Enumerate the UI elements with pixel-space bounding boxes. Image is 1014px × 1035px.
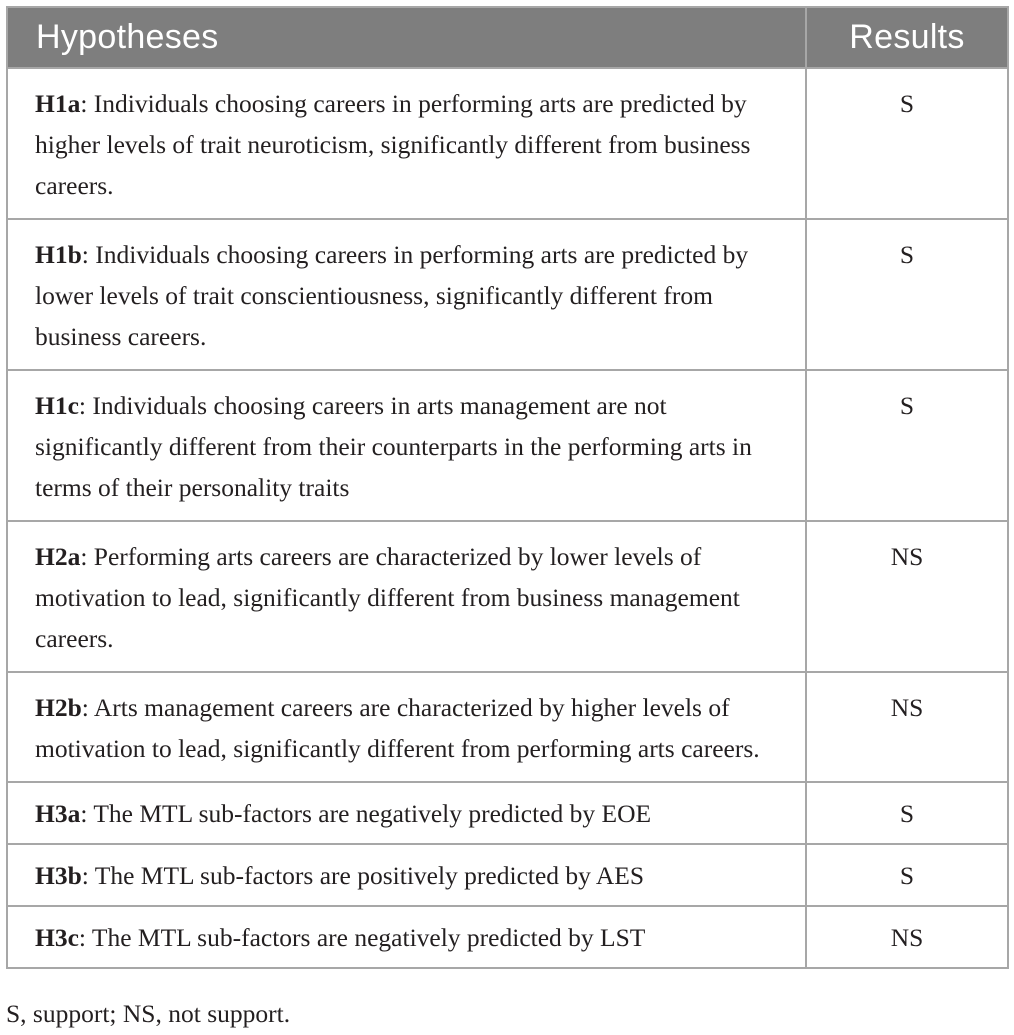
hypothesis-id: H2b (35, 693, 82, 722)
header-hypotheses: Hypotheses (7, 7, 806, 68)
hypothesis-id: H1b (35, 240, 82, 269)
result-cell: S (806, 68, 1008, 219)
result-cell: S (806, 782, 1008, 844)
table-row (7, 672, 1008, 782)
hypothesis-text: : Individuals choosing careers in performing arts are predicted by lower levels of trait conscientiousness, significantly different from business careers. (35, 240, 749, 351)
hypothesis-cell (7, 782, 806, 844)
hypothesis-text: : The MTL sub-factors are positively predicted by AES (81, 861, 645, 890)
hypothesis-cell (7, 521, 806, 672)
hypothesis-cell (7, 370, 806, 521)
table-row (7, 370, 1008, 521)
hypothesis-text: : Individuals choosing careers in arts management are not significantly different from their counterparts in the performing arts in terms of their personality traits (35, 391, 752, 502)
hypothesis-text: : The MTL sub-factors are negatively predicted by LST (78, 923, 646, 952)
result-cell: S (806, 844, 1008, 906)
hypothesis-text: : The MTL sub-factors are negatively predicted by EOE (80, 799, 652, 828)
hypothesis-id: H3b (35, 861, 82, 890)
hypothesis-id: H1a (35, 89, 81, 118)
hypothesis-cell (7, 906, 806, 968)
table-row (7, 906, 1008, 968)
hypothesis-cell (7, 219, 806, 370)
hypothesis-cell (7, 844, 806, 906)
hypothesis-id: H3c (35, 923, 79, 952)
header-results: Results (806, 7, 1008, 68)
result-cell: S (806, 370, 1008, 521)
hypothesis-cell (7, 68, 806, 219)
table-row (7, 844, 1008, 906)
hypothesis-text: : Arts management careers are characterized by higher levels of motivation to lead, significantly different from performing arts careers. (35, 693, 760, 763)
hypotheses-table (6, 6, 1009, 969)
table-header-row (7, 7, 1008, 68)
hypothesis-cell (7, 672, 806, 782)
hypotheses-table-container (6, 6, 1007, 969)
table-row (7, 68, 1008, 219)
hypothesis-text: : Performing arts careers are characterized by lower levels of motivation to lead, significantly different from business management careers. (35, 542, 740, 653)
result-cell: S (806, 219, 1008, 370)
table-row (7, 219, 1008, 370)
hypothesis-id: H2a (35, 542, 81, 571)
table-row (7, 521, 1008, 672)
result-cell: NS (806, 906, 1008, 968)
result-cell: NS (806, 672, 1008, 782)
table-row (7, 782, 1008, 844)
hypothesis-id: H3a (35, 799, 81, 828)
hypothesis-id: H1c (35, 391, 79, 420)
hypothesis-text: : Individuals choosing careers in performing arts are predicted by higher levels of trait neuroticism, significantly different from business careers. (35, 89, 751, 200)
result-cell: NS (806, 521, 1008, 672)
table-footnote: S, support; NS, not support. (6, 999, 291, 1028)
